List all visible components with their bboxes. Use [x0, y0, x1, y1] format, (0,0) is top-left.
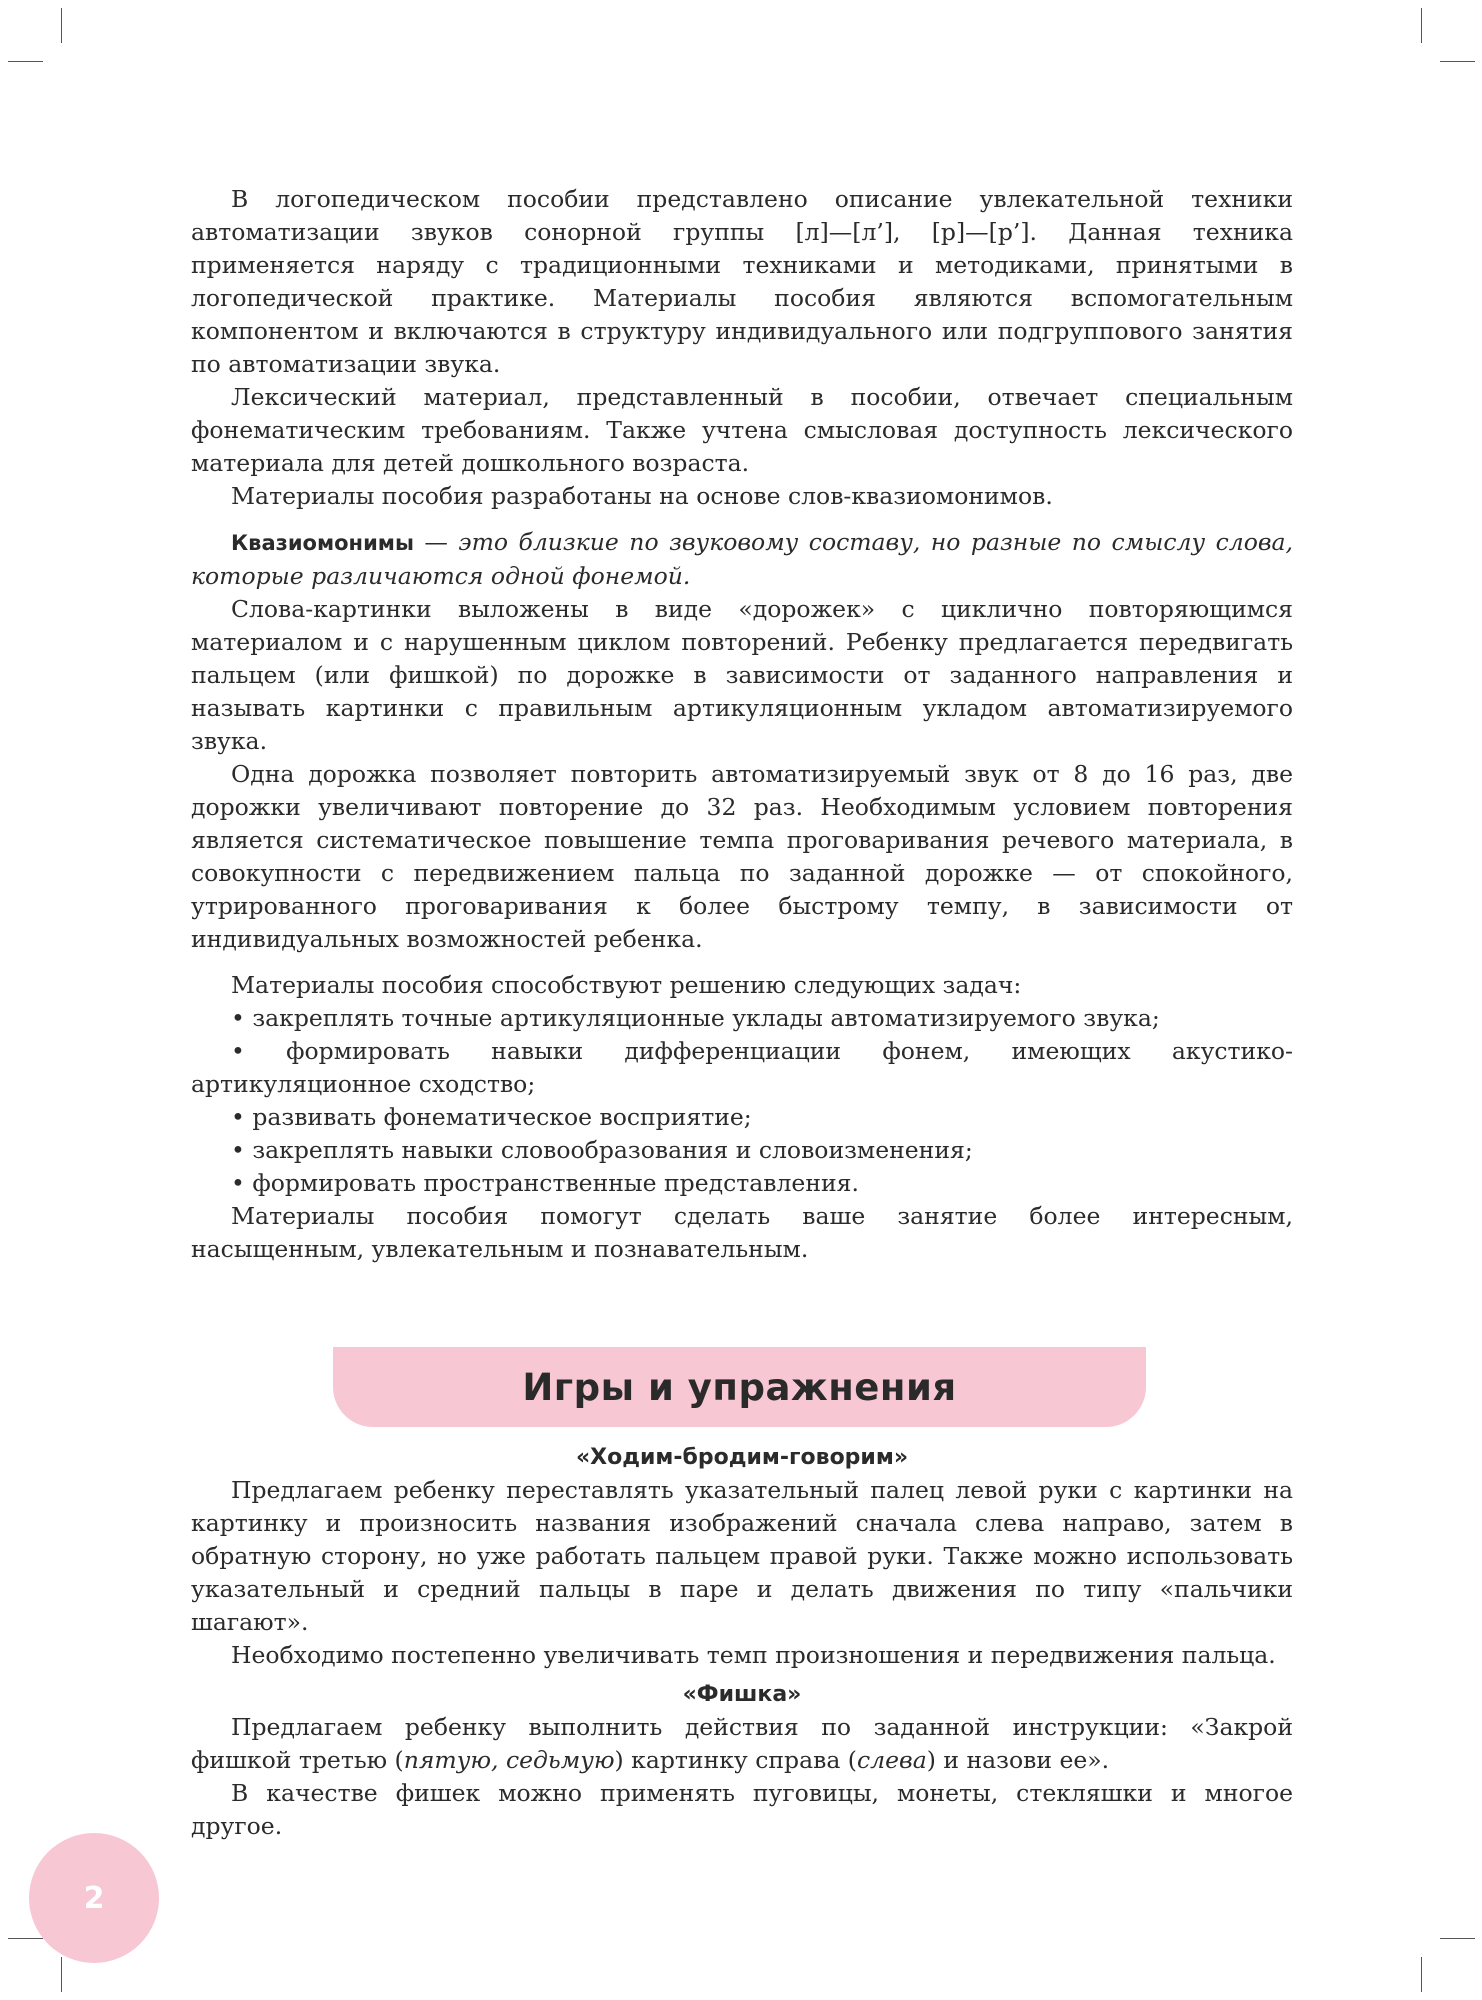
tasks-intro: Материалы пособия способствуют решению следующих задач: [231, 971, 1022, 999]
games-text-block [191, 1441, 1293, 1843]
task-item: • закреплять навыки словообразования и словоизменения; [231, 1136, 973, 1164]
intro-paragraph-1: В логопедическом пособии представлено описание увлекательной техники автоматизации звуков сонорной группы [л]—[л’], [р]—[р’]. Данная техника применяется наряду с традиционными техниками и методиками, принятыми в логопедической практике. Материалы пособия являются вспомогательным компонентом и включаются в структуру индивидуального или подгруппового занятия по автоматизации звука. [191, 185, 1293, 378]
game2-paragraph-1: Предлагаем ребенку выполнить действия по заданной инструкции: «Закрой фишкой третью (пятую, седьмую) картинку справа (слева) и назови ее». [191, 1713, 1293, 1774]
game-title-walk: «Ходим-бродим-говорим» [575, 1445, 909, 1470]
page-number-badge [29, 1833, 159, 1963]
task-item: • развивать фонематическое восприятие; [231, 1103, 752, 1131]
definition-dash: — [413, 528, 459, 556]
crop-mark-top-right-h [1440, 61, 1475, 62]
task-item: • формировать пространственные представления. [231, 1169, 859, 1197]
task-item: • формировать навыки дифференциации фонем, имеющих акустико-артикуляционное сходство; [191, 1037, 1293, 1098]
method-paragraph-1: Слова-картинки выложены в виде «дорожек» с циклично повторяющимся материалом и с нарушенным циклом повторений. Ребенку предлагается передвигать пальцем (или фишкой) по дорожке в зависимости от заданного направления и называть картинки с правильным артикуляционным укладом автоматизируемого звука. [191, 595, 1293, 755]
crop-mark-top-left-v [61, 8, 62, 43]
tasks-outro: Материалы пособия помогут сделать ваше занятие более интересным, насыщенным, увлекательным и познавательным. [191, 1202, 1293, 1263]
intro-paragraph-3: Материалы пособия разработаны на основе слов-квазиомонимов. [231, 482, 1053, 510]
crop-mark-bottom-left-v [61, 1957, 62, 1992]
game1-paragraph-2: Необходимо постепенно увеличивать темп произношения и передвижения пальца. [231, 1641, 1276, 1669]
section-banner [333, 1347, 1146, 1427]
crop-mark-bottom-left-h [8, 1938, 43, 1939]
crop-mark-top-right-v [1421, 8, 1422, 43]
definition-text: это близкие по звуковому составу, но разные по смыслу слова, которые различаются одной фонемой. [191, 528, 1293, 590]
task-item: • закреплять точные артикуляционные уклады автоматизируемого звука; [231, 1004, 1160, 1032]
intro-paragraph-2: Лексический материал, представленный в пособии, отвечает специальным фонематическим требованиям. Также учтена смысловая доступность лексического материала для детей дошкольного возраста. [191, 383, 1293, 477]
crop-mark-bottom-right-v [1421, 1957, 1422, 1992]
definition-paragraph [191, 526, 1293, 593]
page-number: 2 [83, 1880, 105, 1916]
game1-paragraph-1: Предлагаем ребенку переставлять указательный палец левой руки с картинки на картинку и произносить названия изображений сначала слева направо, затем в обратную сторону, но уже работать пальцем правой руки. Также можно использовать указательный и средний пальцы в паре и делать движения по типу «пальчики шагают». [191, 1476, 1293, 1636]
crop-mark-bottom-right-h [1440, 1938, 1475, 1939]
definition-term: Квазиомонимы [231, 531, 414, 555]
intro-text-block [191, 183, 1293, 1266]
method-paragraph-2: Одна дорожка позволяет повторить автоматизируемый звук от 8 до 16 раз, две дорожки увеличивают повторение до 32 раз. Необходимым условием повторения является систематическое повышение темпа проговаривания речевого материала, в совокупности с передвижением пальца по заданной дорожке — от спокойного, утрированного проговаривания к более быстрому темпу, в зависимости от индивидуальных возможностей ребенка. [191, 760, 1293, 953]
game2-paragraph-2: В качестве фишек можно применять пуговицы, монеты, стекляшки и многое другое. [191, 1779, 1293, 1840]
section-title: Игры и упражнения [522, 1365, 957, 1409]
crop-mark-top-left-h [8, 61, 43, 62]
game-title-chip: «Фишка» [682, 1682, 802, 1707]
